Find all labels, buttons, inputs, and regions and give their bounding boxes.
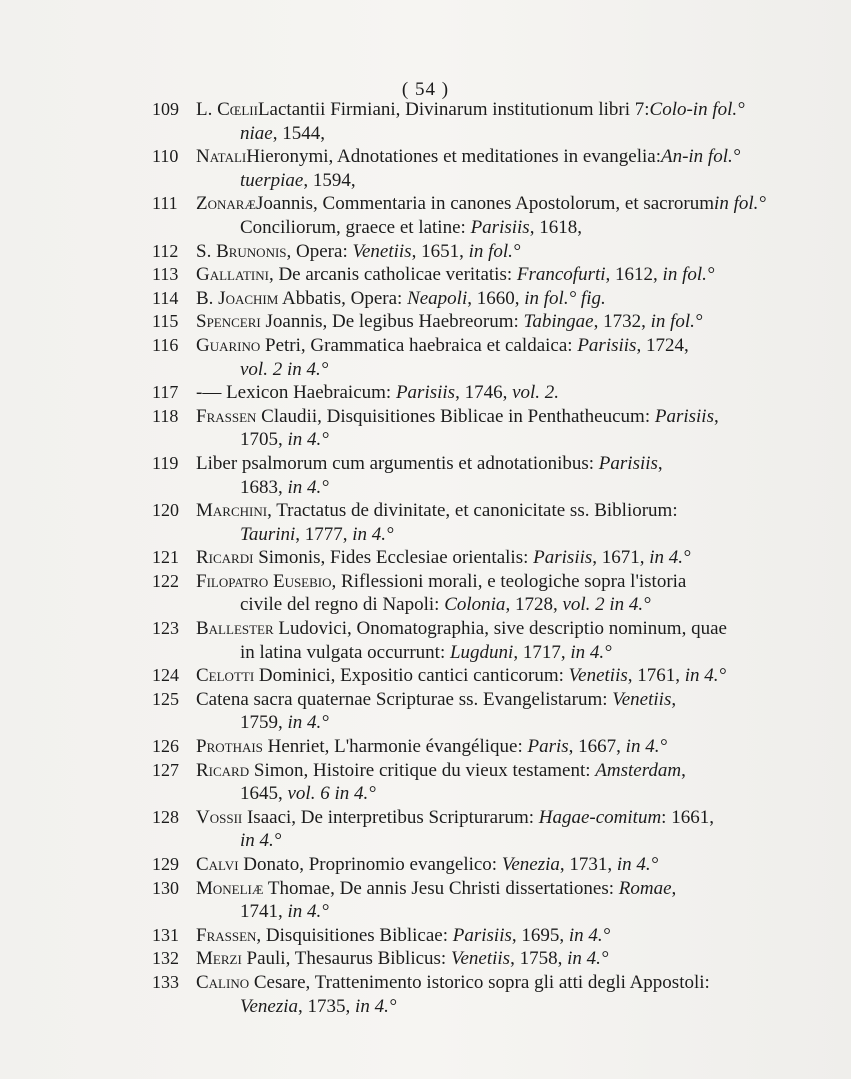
entry-line bbox=[196, 688, 772, 712]
catalog-entry bbox=[152, 98, 772, 145]
catalog-entry bbox=[152, 877, 772, 924]
entry-line bbox=[196, 759, 772, 783]
entry-title: Abbatis, Opera: bbox=[278, 287, 408, 309]
entry-title: , Tractatus de divinitate, et canonicitate ss. Bibliorum: bbox=[267, 500, 678, 522]
entry-author: Zonaræ bbox=[196, 193, 257, 215]
entry-format: in fol.° bbox=[662, 264, 715, 286]
entry-format: in 4.° bbox=[684, 665, 727, 687]
entry-number: 121 bbox=[152, 547, 179, 568]
entry-line bbox=[196, 924, 772, 948]
entry-title: Henriet, L'harmonie évangélique: bbox=[262, 736, 528, 758]
entry-author: Frassen bbox=[196, 405, 257, 427]
entry-continuation bbox=[196, 523, 772, 547]
catalog-entry bbox=[152, 947, 772, 971]
entry-author: Calino bbox=[196, 971, 250, 993]
entry-date: , 1732, bbox=[593, 311, 651, 333]
catalog-entry bbox=[152, 452, 772, 499]
catalog-entry bbox=[152, 664, 772, 688]
entry-date: , 1731, bbox=[559, 854, 617, 875]
entry-author: Merzi bbox=[196, 948, 242, 970]
entry-date: , bbox=[657, 452, 663, 474]
entry-title: Catena sacra quaternae Scripturae ss. Evangelistarum: bbox=[196, 688, 613, 710]
entry-title: , Disquisitiones Biblicae: bbox=[256, 924, 453, 946]
page-number: ( 54 ) bbox=[401, 79, 450, 100]
entry-continuation bbox=[196, 641, 772, 665]
entry-line bbox=[196, 192, 772, 216]
entry-line bbox=[196, 806, 772, 830]
catalog-entry bbox=[152, 499, 772, 546]
entry-title: Lactantii Firmiani, Divinarum institutionum libri 7: bbox=[257, 99, 650, 120]
entry-line bbox=[196, 664, 772, 688]
catalog-entry bbox=[152, 405, 772, 452]
entry-number: 124 bbox=[152, 665, 179, 686]
entry-number: 132 bbox=[152, 948, 179, 969]
entry-author: Filopatro Eusebio bbox=[196, 570, 332, 592]
entry-continuation bbox=[196, 169, 772, 193]
entry-continuation bbox=[196, 829, 772, 853]
catalog-entry bbox=[152, 570, 772, 617]
catalog-entry bbox=[152, 735, 772, 759]
catalog-entry bbox=[152, 310, 772, 334]
entry-place: Parisiis bbox=[470, 216, 530, 238]
entry-format: in 4.° bbox=[568, 924, 611, 946]
entry-author: Natali bbox=[196, 146, 247, 168]
entry-place: Parisiis bbox=[533, 547, 593, 569]
entry-author: S. Brunonis bbox=[196, 240, 287, 262]
entry-continuation-text: 1683, bbox=[240, 476, 288, 498]
entry-format: in 4.° bbox=[287, 901, 329, 923]
entry-place: Colonia bbox=[444, 594, 506, 616]
entry-place: Paris bbox=[527, 736, 569, 758]
entry-place: Venezia bbox=[501, 854, 560, 875]
entry-place: Amsterdam bbox=[595, 759, 682, 781]
catalog-entry bbox=[152, 617, 772, 664]
entry-author: Marchini bbox=[196, 500, 268, 522]
entry-line bbox=[196, 263, 772, 287]
entry-format: in fol.° bbox=[468, 240, 521, 262]
entry-place: Parisiis bbox=[395, 382, 456, 404]
entry-continuation bbox=[196, 122, 772, 146]
entry-format: in 4.° bbox=[355, 995, 397, 1017]
entry-line bbox=[196, 971, 772, 995]
entry-continuation bbox=[196, 782, 772, 806]
entry-date: , bbox=[713, 405, 719, 427]
entry-place: Francofurti bbox=[516, 264, 606, 286]
entry-date: , 1660, bbox=[467, 287, 525, 309]
entry-author: Ricard bbox=[196, 759, 250, 781]
catalog-entry bbox=[152, 287, 772, 311]
entry-line bbox=[196, 947, 772, 971]
entry-number: 133 bbox=[152, 971, 179, 992]
entry-author: Vossii bbox=[196, 806, 243, 828]
entry-continuation-text: 1645, bbox=[240, 783, 288, 805]
entry-title: Joannis, Commentaria in canones Apostolorum, et sacrorum bbox=[256, 193, 715, 215]
entry-author: Calvi bbox=[196, 854, 239, 875]
entry-author: Ballester bbox=[196, 618, 274, 640]
entry-author: Frassen bbox=[196, 924, 257, 946]
entry-number: 120 bbox=[152, 500, 179, 521]
entry-line bbox=[196, 546, 772, 570]
entry-format: in 4.° bbox=[287, 712, 329, 734]
entry-number: 110 bbox=[152, 146, 179, 167]
entry-author: Spenceri bbox=[196, 311, 261, 333]
entry-format: in 4.° bbox=[625, 736, 668, 758]
entry-number: 113 bbox=[152, 264, 179, 285]
entry-format: in 4.° bbox=[240, 830, 282, 852]
entry-number: 109 bbox=[152, 99, 179, 119]
entry-continuation bbox=[196, 428, 772, 452]
entry-author: Gallatini bbox=[196, 264, 269, 286]
entry-continuation-text: in latina vulgata occurrunt: bbox=[240, 641, 450, 663]
entry-title: Liber psalmorum cum argumentis et adnotationibus: bbox=[196, 452, 599, 474]
entry-continuation-text: , 1777, bbox=[295, 523, 353, 545]
entry-date: , 1717, bbox=[513, 641, 571, 663]
entry-place: Taurini bbox=[240, 523, 296, 545]
entry-continuation-text: Conciliorum, graece et latine: bbox=[240, 216, 471, 238]
entry-author: Prothais bbox=[196, 736, 263, 758]
entry-place: Neapoli bbox=[407, 287, 468, 309]
entry-continuation bbox=[196, 900, 772, 924]
entry-line bbox=[196, 145, 772, 169]
entry-format: vol. 6 in 4.° bbox=[287, 783, 376, 805]
entry-format: in 4.° bbox=[570, 641, 612, 663]
entry-date: , 1728, bbox=[505, 594, 563, 616]
entry-number: 127 bbox=[152, 759, 179, 780]
catalog-entry bbox=[152, 806, 772, 853]
entry-title: Petri, Grammatica haebraica et caldaica: bbox=[260, 334, 578, 356]
entry-title: , Opera: bbox=[286, 240, 353, 262]
entry-number: 116 bbox=[152, 334, 179, 355]
catalog-entry bbox=[152, 688, 772, 735]
entry-place: Venetiis bbox=[352, 240, 412, 262]
entry-line bbox=[196, 240, 772, 264]
entry-line bbox=[196, 617, 772, 641]
entry-title: Joannis, De legibus Haebreorum: bbox=[260, 311, 524, 333]
entry-place: Hagae-comitum bbox=[538, 806, 662, 828]
entry-date: , 1724, bbox=[636, 334, 689, 356]
entry-number: 119 bbox=[152, 452, 179, 473]
entry-place: Parisiis bbox=[598, 452, 658, 474]
entry-place: Tabingae bbox=[523, 311, 594, 333]
entry-format: in fol.° bbox=[650, 311, 703, 333]
entry-format: in fol.° bbox=[692, 99, 745, 120]
entry-date: , 1758, bbox=[510, 948, 568, 970]
entry-continuation bbox=[196, 358, 772, 382]
catalog-entry bbox=[152, 334, 772, 381]
entry-format: in fol.° bbox=[714, 193, 766, 215]
entry-place: Venetiis bbox=[450, 948, 511, 970]
entry-title: Isaaci, De interpretibus Scripturarum: bbox=[242, 806, 539, 828]
entry-number: 122 bbox=[152, 570, 179, 591]
catalog-entries bbox=[152, 98, 772, 1018]
entry-format: in fol.° bbox=[688, 146, 741, 168]
entry-place: Venezia bbox=[240, 995, 299, 1017]
entry-date: , 1667, bbox=[568, 736, 626, 758]
entry-number: 123 bbox=[152, 618, 179, 639]
catalog-entry bbox=[152, 145, 772, 192]
catalog-entry bbox=[152, 759, 772, 806]
entry-line bbox=[196, 735, 772, 759]
catalog-entry bbox=[152, 853, 772, 877]
entry-number: 114 bbox=[152, 287, 179, 308]
entry-date: , 1612, bbox=[605, 264, 663, 286]
catalog-entry bbox=[152, 971, 772, 1018]
entry-date: , bbox=[671, 688, 677, 710]
entry-line bbox=[196, 310, 772, 334]
entry-date: , 1651, bbox=[411, 240, 469, 262]
entry-format: in 4.° bbox=[352, 523, 394, 545]
entry-title: Claudii, Disquisitiones Biblicae in Penthatheucum: bbox=[256, 405, 655, 427]
entry-place: Colo- bbox=[649, 99, 693, 120]
entry-author: B. Joachim bbox=[196, 287, 279, 309]
entry-line bbox=[196, 98, 772, 122]
entry-number: 117 bbox=[152, 382, 179, 403]
entry-continuation bbox=[196, 216, 772, 240]
entry-number: 126 bbox=[152, 736, 179, 757]
entry-title: Donato, Proprinomio evangelico: bbox=[238, 854, 502, 875]
entry-line bbox=[196, 499, 772, 523]
catalog-entry bbox=[152, 263, 772, 287]
entry-line bbox=[196, 405, 772, 429]
entry-number: 125 bbox=[152, 688, 179, 709]
entry-place: tuerpiae bbox=[240, 169, 304, 191]
entry-title: Cesare, Trattenimento istorico sopra gli atti degli Appostoli: bbox=[249, 971, 710, 993]
entry-author: Ricardi bbox=[196, 547, 254, 569]
entry-title: , Riflessioni morali, e teologiche sopra l'istoria bbox=[331, 570, 687, 592]
entry-date: , bbox=[671, 877, 677, 899]
entry-line bbox=[196, 877, 772, 901]
entry-number: 115 bbox=[152, 311, 179, 332]
entry-place: Romae bbox=[618, 877, 672, 899]
entry-place: Parisiis bbox=[452, 924, 512, 946]
entry-line bbox=[196, 853, 772, 877]
catalog-entry bbox=[152, 192, 772, 239]
entry-title: Ludovici, Onomatographia, sive descriptio nominum, quae bbox=[273, 618, 727, 640]
entry-date: , 1746, bbox=[455, 382, 513, 404]
entry-format: in 4.° bbox=[287, 476, 329, 498]
entry-format: vol. 2 in 4.° bbox=[562, 594, 651, 616]
entry-number: 131 bbox=[152, 924, 179, 945]
entry-continuation bbox=[196, 593, 772, 617]
entry-date: : 1661, bbox=[661, 806, 714, 828]
entry-line bbox=[196, 452, 772, 476]
catalog-entry bbox=[152, 240, 772, 264]
entry-date: , 1695, bbox=[511, 924, 569, 946]
catalog-entry bbox=[152, 924, 772, 948]
entry-format: vol. 2. bbox=[512, 382, 560, 404]
entry-format: in 4.° bbox=[649, 547, 691, 569]
entry-date: , 1761, bbox=[627, 665, 685, 687]
entry-continuation bbox=[196, 711, 772, 735]
entry-number: 130 bbox=[152, 877, 179, 898]
entry-title: Pauli, Thesaurus Biblicus: bbox=[241, 948, 451, 970]
entry-date: , bbox=[681, 759, 686, 781]
entry-continuation-text: 1759, bbox=[240, 712, 288, 734]
entry-title: Simonis, Fides Ecclesiae orientalis: bbox=[253, 547, 534, 569]
entry-title: , De arcanis catholicae veritatis: bbox=[268, 264, 517, 286]
entry-title: Thomae, De annis Jesu Christi dissertationes: bbox=[263, 877, 619, 899]
entry-format: in 4.° bbox=[567, 948, 609, 970]
entry-place: An- bbox=[660, 146, 689, 168]
entry-title: Dominici, Expositio cantici canticorum: bbox=[254, 665, 569, 687]
entry-author: Guarino bbox=[196, 334, 261, 356]
entry-continuation-text: , 1544, bbox=[272, 122, 325, 144]
entry-format: in fol.° fig. bbox=[524, 287, 606, 309]
entry-continuation-text: , 1594, bbox=[303, 169, 356, 191]
entry-date: , 1618, bbox=[529, 216, 582, 238]
entry-place: Parisiis bbox=[577, 334, 637, 356]
entry-line bbox=[196, 570, 772, 594]
entry-number: 118 bbox=[152, 405, 179, 426]
entry-place: niae bbox=[240, 122, 273, 144]
entry-format: in 4.° bbox=[616, 854, 659, 875]
catalog-entry bbox=[152, 546, 772, 570]
entry-line bbox=[196, 381, 772, 405]
entry-format: vol. 2 in 4.° bbox=[240, 358, 329, 380]
entry-number: 112 bbox=[152, 240, 179, 261]
entry-line bbox=[196, 334, 772, 358]
entry-number: 129 bbox=[152, 854, 179, 874]
entry-title: -— Lexicon Haebraicum: bbox=[196, 382, 396, 404]
entry-continuation-text: 1705, bbox=[240, 429, 288, 451]
entry-continuation bbox=[196, 476, 772, 500]
entry-place: Parisiis bbox=[654, 405, 714, 427]
entry-author: L. Cœlii bbox=[196, 99, 258, 120]
entry-continuation-text: , 1735, bbox=[298, 995, 356, 1017]
entry-place: Venetiis bbox=[612, 688, 672, 710]
entry-continuation bbox=[196, 995, 772, 1019]
entry-author: Celotti bbox=[196, 665, 255, 687]
entry-number: 111 bbox=[152, 193, 178, 214]
entry-author: Moneliæ bbox=[196, 877, 264, 899]
entry-number: 128 bbox=[152, 806, 179, 827]
entry-line bbox=[196, 287, 772, 311]
catalog-entry bbox=[152, 381, 772, 405]
entry-place: Lugduni bbox=[449, 641, 514, 663]
entry-continuation-text: civile del regno di Napoli: bbox=[240, 594, 445, 616]
entry-date: , 1671, bbox=[592, 547, 650, 569]
entry-title: Hieronymi, Adnotationes et meditationes in evangelia: bbox=[246, 146, 661, 168]
entry-place: Venetiis bbox=[568, 665, 628, 687]
entry-title: Simon, Histoire critique du vieux testament: bbox=[249, 759, 596, 781]
entry-continuation-text: 1741, bbox=[240, 901, 288, 923]
entry-format: in 4.° bbox=[287, 429, 329, 451]
